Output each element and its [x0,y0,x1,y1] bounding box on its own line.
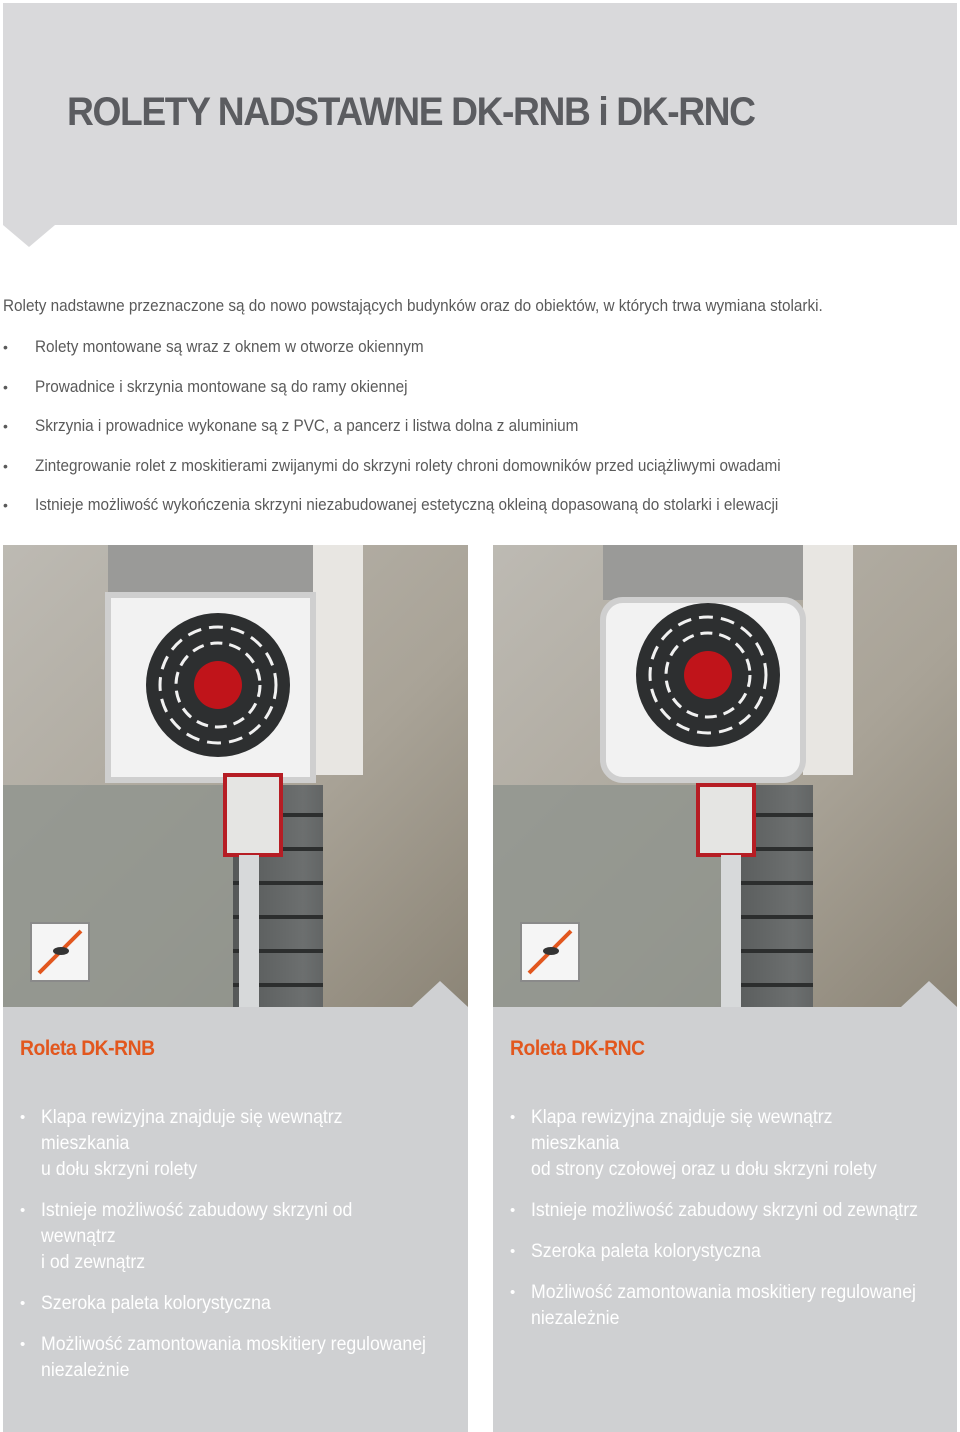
feature-item [3,414,953,454]
bullet: • [510,1109,516,1126]
product-point [510,1198,950,1224]
feature-item [3,335,953,375]
product-photo-dk-rnc [493,545,957,1007]
product-point-text: Szeroka paleta kolorystyczna [41,1293,271,1314]
feature-item [3,375,953,415]
bullet: • [3,497,8,513]
bullet: • [510,1202,516,1219]
intro-text: Rolety nadstawne przeznaczone są do nowo powstających budynków oraz do obiektów, w których trwa wymiana stolarki. [3,296,823,315]
bullet: • [3,339,8,355]
roller-shutter-cross-section [493,545,957,1007]
bullet: • [3,378,8,395]
bullet: • [20,1202,26,1219]
bullet: • [20,1295,26,1312]
bullet: • [3,457,8,474]
bullet: • [20,1336,26,1353]
product-points [510,1105,950,1347]
feature-list [3,335,953,533]
feature-text: Zintegrowanie rolet z moskitierami zwijanymi do skrzyni rolety chroni domowników przed uciążliwymi owadami [35,455,781,475]
panel-notch [901,981,957,1007]
header-notch [3,225,55,247]
product-point-text: Istnieje możliwość zabudowy skrzyni od wewnątrz i od zewnątrz [41,1200,353,1273]
product-title: Roleta DK-RNB [20,1037,155,1060]
product-point [20,1291,460,1317]
bullet: • [510,1243,516,1260]
product-point [20,1105,460,1183]
product-point-text: Możliwość zamontowania moskitiery regulowanej niezależnie [41,1334,426,1381]
product-point-text: Szeroka paleta kolorystyczna [531,1241,761,1262]
product-point-text: Istnieje możliwość zabudowy skrzyni od zewnątrz [531,1200,918,1221]
feature-text: Rolety montowane są wraz z oknem w otworze okiennym [35,337,424,356]
bullet: • [3,418,8,434]
feature-text: Prowadnice i skrzynia montowane są do ramy okiennej [35,376,408,396]
product-point [510,1105,950,1183]
bullet: • [20,1109,26,1126]
product-point-text: Możliwość zamontowania moskitiery regulowanej niezależnie [531,1282,916,1329]
panel-notch [412,981,468,1007]
product-panel-dk-rnb [3,1007,468,1432]
product-panel-dk-rnc [493,1007,957,1432]
bullet: • [510,1284,516,1301]
feature-text: Skrzynia i prowadnice wykonane są z PVC, a pancerz i listwa dolna z aluminium [35,416,579,435]
product-point-text: Klapa rewizyjna znajduje się wewnątrz mieszkania od strony czołowej oraz u dołu skrzyni rolety [531,1107,877,1180]
product-photo-dk-rnb [3,545,468,1007]
product-point [510,1280,950,1332]
no-mosquito-icon [521,923,579,981]
roller-shutter-cross-section [3,545,468,1007]
product-point [20,1332,460,1384]
feature-text: Istnieje możliwość wykończenia skrzyni niezabudowanej estetyczną okleiną dopasowaną do stolarki i elewacji [35,495,779,514]
page-title: ROLETY NADSTAWNE DK-RNB i DK-RNC [67,90,755,134]
product-title: Roleta DK-RNC [510,1037,645,1060]
feature-item [3,493,953,533]
feature-item [3,454,953,494]
product-point [510,1239,950,1265]
no-mosquito-icon [31,923,89,981]
product-point [20,1198,460,1276]
product-point-text: Klapa rewizyjna znajduje się wewnątrz mieszkania u dołu skrzyni rolety [41,1107,343,1180]
product-points [20,1105,460,1399]
